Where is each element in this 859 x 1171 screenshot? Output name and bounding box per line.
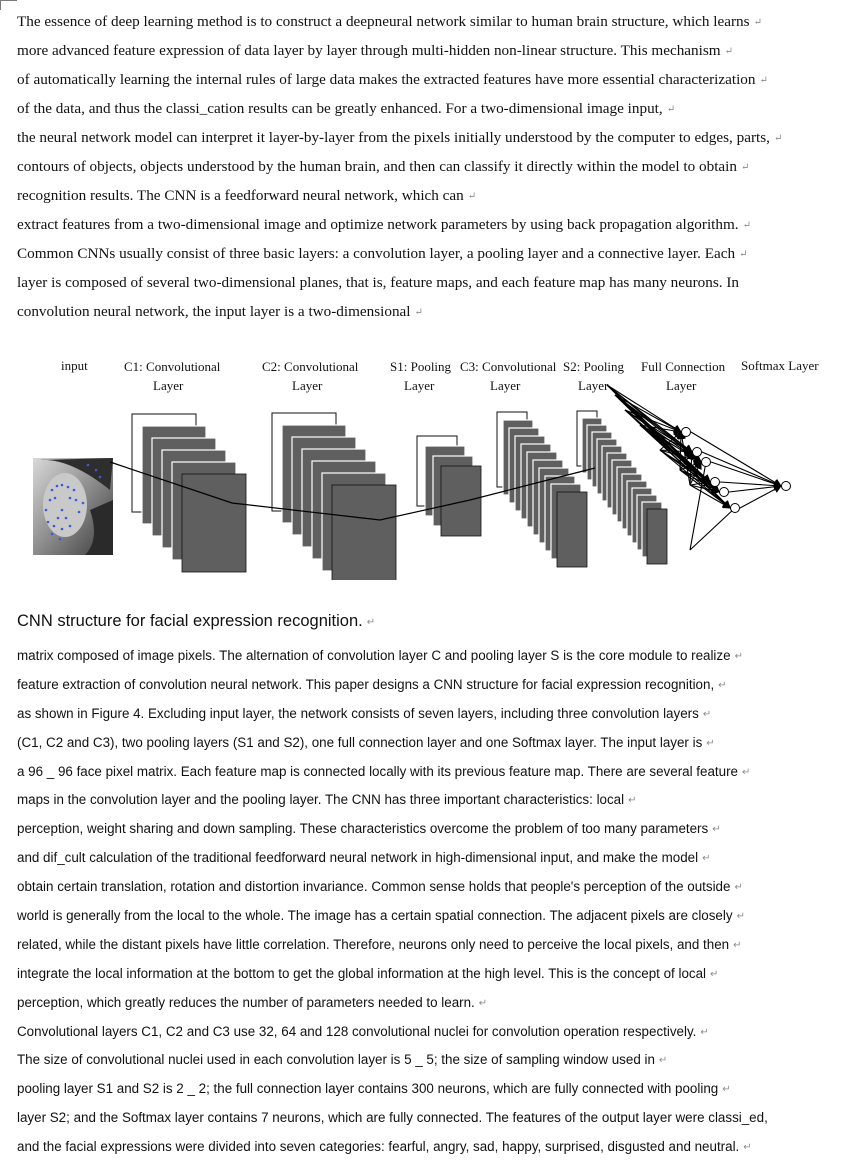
page-corner-mark-vertical xyxy=(0,0,1,10)
paragraph-mark-icon: ↵ xyxy=(666,104,676,115)
text-line: layer is composed of several two-dimensional planes, that is, feature maps, and each feature map has many neurons. In xyxy=(17,274,740,291)
text-line: Common CNNs usually consist of three basic layers: a convolution layer, a pooling layer and a connective layer. Each ↵ xyxy=(17,245,748,262)
paragraph-mark-icon: ↵ xyxy=(478,997,488,1009)
neuron-node xyxy=(731,504,740,513)
paragraph-mark-icon: ↵ xyxy=(366,617,376,628)
text-line: maps in the convolution layer and the pooling layer. The CNN has three important characteristics: local ↵ xyxy=(17,792,637,808)
paragraph-mark-icon: ↵ xyxy=(467,191,477,202)
paragraph-mark-icon: ↵ xyxy=(722,1084,731,1096)
label-s2-line2: Layer xyxy=(578,378,609,393)
text-line: obtain certain translation, rotation and distortion invariance. Common sense holds that people's perception of the outside ↵ xyxy=(17,879,743,895)
cnn-architecture-figure xyxy=(0,340,859,580)
input-face-image xyxy=(33,458,113,555)
neuron-node xyxy=(682,428,691,437)
paragraph-mark-icon: ↵ xyxy=(773,133,783,144)
feature-maps-s1 xyxy=(417,436,481,536)
text-line: Convolutional layers C1, C2 and C3 use 32, 64 and 128 convolutional nuclei for convolution operation respectively. ↵ xyxy=(17,1023,709,1039)
paragraph-mark-icon: ↵ xyxy=(628,795,637,807)
paragraph-mark-icon: ↵ xyxy=(658,1055,668,1067)
paragraph-mark-icon: ↵ xyxy=(742,220,751,231)
paragraph-mark-icon: ↵ xyxy=(739,249,748,260)
text-line: perception, which greatly reduces the number of parameters needed to learn. ↵ xyxy=(17,994,488,1010)
label-s2-line1: S2: Pooling xyxy=(563,359,625,374)
paragraph-mark-icon: ↵ xyxy=(706,737,715,749)
text-line: (C1, C2 and C3), two pooling layers (S1 and S2), one full connection layer and one Softmax layer. The input layer is ↵ xyxy=(17,734,715,750)
feature-map xyxy=(647,509,667,564)
feature-map-stacks xyxy=(132,411,667,580)
label-s1-line1: S1: Pooling xyxy=(390,359,452,374)
label-c1-line2: Layer xyxy=(153,378,184,393)
text-line: perception, weight sharing and down sampling. These characteristics overcome the problem of too many parameters ↵ xyxy=(17,821,721,837)
neuron-node xyxy=(693,448,702,457)
text-line: the neural network model can interpret it layer-by-layer from the pixels initially understood by the computer to edges, parts, ↵ xyxy=(17,129,783,146)
paragraph-mark-icon: ↵ xyxy=(414,307,423,318)
paragraph-mark-icon: ↵ xyxy=(743,1142,752,1154)
text-line: world is generally from the local to the whole. The image has a certain spatial connection. The adjacent pixels are closely ↵ xyxy=(17,908,745,924)
paragraph-mark-icon: ↵ xyxy=(740,162,750,173)
top-paragraph xyxy=(17,7,847,326)
label-softmax: Softmax Layer xyxy=(741,358,819,373)
feature-map xyxy=(332,485,396,580)
text-line: of automatically learning the internal rules of large data makes the extracted features have more essential characterization ↵ xyxy=(17,71,768,88)
feature-map xyxy=(441,466,481,536)
connection-line xyxy=(729,486,781,492)
text-line: pooling layer S1 and S2 is 2 _ 2; the full connection layer contains 300 neurons, which are fully connected with pooling ↵ xyxy=(17,1081,731,1097)
paragraph-mark-icon: ↵ xyxy=(742,766,751,778)
text-line: a 96 _ 96 face pixel matrix. Each feature map is connected locally with its previous feature map. There are several feature ↵ xyxy=(17,763,751,779)
text-line: layer S2; and the Softmax layer contains 7 neurons, which are fully connected. The features of the output layer were classi_ed, xyxy=(17,1110,768,1126)
text-line: The essence of deep learning method is to construct a deepneural network similar to human brain structure, which learns ↵ xyxy=(17,13,762,30)
text-line: The size of convolutional nuclei used in each convolution layer is 5 _ 5; the size of sampling window used in ↵ xyxy=(17,1052,668,1068)
label-c3-line1: C3: Convolutional xyxy=(460,359,557,374)
bottom-paragraph xyxy=(17,642,852,1162)
paragraph-mark-icon: ↵ xyxy=(734,651,743,662)
text-line: feature extraction of convolution neural network. This paper designs a CNN structure for facial expression recognition, ↵ xyxy=(17,676,727,692)
text-line: integrate the local information at the bottom to get the global information at the high level. This is the concept of local ↵ xyxy=(17,965,719,981)
text-line: and dif_cult calculation of the traditional feedforward neural network in high-dimensional input, and make the model ↵ xyxy=(17,850,711,866)
text-line: matrix composed of image pixels. The alternation of convolution layer C and pooling layer S is the core module to realize ↵ xyxy=(17,648,743,663)
text-line: of the data, and thus the classi_cation results can be greatly enhanced. For a two-dimensional image input, ↵ xyxy=(17,100,676,117)
text-line: convolution neural network, the input layer is a two-dimensional ↵ xyxy=(17,303,423,320)
feature-map xyxy=(557,492,587,567)
paragraph-mark-icon: ↵ xyxy=(702,853,711,865)
neuron-node xyxy=(720,488,729,497)
paragraph-mark-icon: ↵ xyxy=(712,824,721,836)
connection-line xyxy=(625,410,701,462)
page-corner-mark xyxy=(0,0,17,1)
paragraph-mark-icon: ↵ xyxy=(700,1026,709,1038)
connection-line xyxy=(740,486,781,508)
label-c1-line1: C1: Convolutional xyxy=(124,359,221,374)
paragraph-mark-icon: ↵ xyxy=(734,882,743,894)
neuron-node xyxy=(702,458,711,467)
label-fc-line1: Full Connection xyxy=(641,359,726,374)
text-line: contours of objects, objects understood by the human brain, and then can classify it directly within the model to obtain ↵ xyxy=(17,158,750,175)
label-fc-line2: Layer xyxy=(666,378,697,393)
paragraph-mark-icon: ↵ xyxy=(724,46,733,57)
label-c2-line1: C2: Convolutional xyxy=(262,359,359,374)
paragraph-mark-icon: ↵ xyxy=(759,75,768,86)
text-line: more advanced feature expression of data layer by layer through multi-hidden non-linear structure. This mechanism ↵ xyxy=(17,42,733,59)
paragraph-mark-icon: ↵ xyxy=(753,17,762,28)
label-s1-line2: Layer xyxy=(404,378,435,393)
label-c2-line2: Layer xyxy=(292,378,323,393)
paragraph-mark-icon: ↵ xyxy=(718,679,727,691)
figure-caption: CNN structure for facial expression recognition. ↵ xyxy=(17,612,376,630)
cnn-diagram xyxy=(0,340,859,580)
neuron-node xyxy=(782,482,791,491)
feature-maps-c1 xyxy=(132,414,246,572)
text-line: recognition results. The CNN is a feedforward neural network, which can ↵ xyxy=(17,187,477,204)
paragraph-mark-icon: ↵ xyxy=(710,968,719,980)
text-line: extract features from a two-dimensional image and optimize network parameters by using back propagation algorithm. ↵ xyxy=(17,216,751,233)
paragraph-mark-icon: ↵ xyxy=(733,939,742,951)
neuron-node xyxy=(711,478,720,487)
feature-map xyxy=(182,474,246,572)
label-input: input xyxy=(61,358,88,373)
feature-maps-c2 xyxy=(272,413,396,580)
paragraph-mark-icon: ↵ xyxy=(736,911,745,923)
text-line: as shown in Figure 4. Excluding input layer, the network consists of seven layers, including three convolution layers ↵ xyxy=(17,705,712,721)
text-line: and the facial expressions were divided into seven categories: fearful, angry, sad, happy, surprised, disgusted and neutral. ↵ xyxy=(17,1139,752,1155)
paragraph-mark-icon: ↵ xyxy=(702,708,712,720)
label-c3-line2: Layer xyxy=(490,378,521,393)
text-line: related, while the distant pixels have little correlation. Therefore, neurons only need to perceive the local pixels, and then ↵ xyxy=(17,936,742,952)
